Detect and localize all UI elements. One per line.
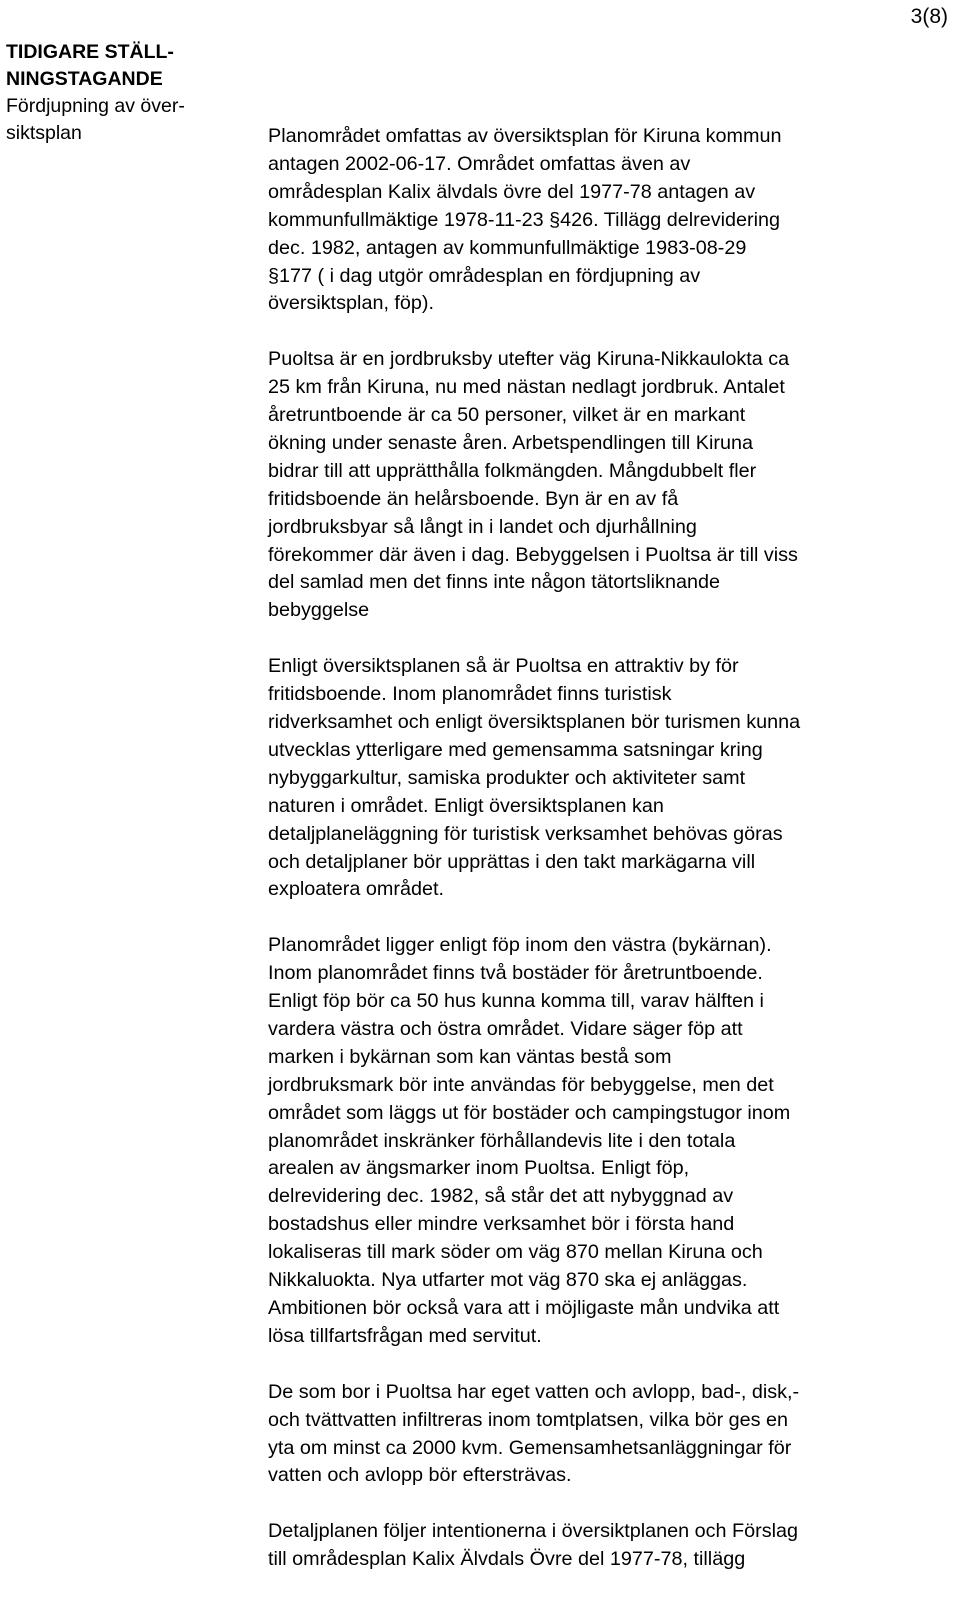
- text-line: områdesplan Kalix älvdals övre del 1977-78 antagen av: [268, 180, 756, 203]
- text-line: ridverksamhet och enligt översiktsplanen bör turismen kunna: [268, 711, 801, 733]
- text-line: 25 km från Kiruna, nu med nästan nedlagt jordbruk. Antalet: [268, 376, 785, 399]
- side-heading-title-line: TIDIGARE STÄLL-: [6, 41, 174, 63]
- text-line: antagen 2002-06-17. Området omfattas även av: [268, 152, 691, 175]
- text-line: vatten och avlopp bör eftersträvas.: [268, 1464, 572, 1487]
- paragraph-5: [268, 1379, 948, 1491]
- text-line: nybyggarkultur, samiska produkter och aktiviteter samt: [268, 766, 746, 789]
- text-line: lösa tillfartsfrågan med servitut.: [268, 1324, 542, 1347]
- text-line: till områdesplan Kalix Älvdals Övre del 1977-78, tillägg: [268, 1548, 746, 1571]
- text-line: planområdet inskränker förhållandevis lite i den totala: [268, 1129, 736, 1152]
- text-line: jordbruksbyar så långt in i landet och djurhållning: [268, 515, 697, 538]
- page-number: 3(8): [910, 5, 948, 28]
- text-line: bidrar till att upprätthålla folkmängden. Mångdubbelt fler: [268, 459, 757, 482]
- text-line: Enligt föp bör ca 50 hus kunna komma till, varav hälften i: [268, 990, 764, 1013]
- side-heading-title-line: NINGSTAGANDE: [6, 68, 163, 90]
- text-line: och tvättvatten infiltreras inom tomtplatsen, vilka bör ges en: [268, 1408, 789, 1431]
- text-line: Nikkaluokta. Nya utfarter mot väg 870 ska ej anläggas.: [268, 1269, 748, 1292]
- text-line: utvecklas ytterligare med gemensamma satsningar kring: [268, 738, 763, 761]
- text-line: Planområdet omfattas av översiktsplan för Kiruna kommun: [268, 125, 782, 147]
- text-line: Planområdet ligger enligt föp inom den västra (bykärnan).: [268, 934, 772, 957]
- text-line: detaljplaneläggning för turistisk verksamhet behövas göras: [268, 822, 783, 845]
- text-line: §177 ( i dag utgör områdesplan en fördjupning av: [268, 264, 701, 287]
- text-line: Ambitionen bör också vara att i möjligaste mån undvika att: [268, 1297, 780, 1320]
- text-line: Inom planområdet finns två bostäder för åretruntboende.: [268, 962, 763, 985]
- text-line: jordbruksmark bör inte användas för bebyggelse, men det: [268, 1073, 774, 1096]
- paragraph-1: [268, 123, 948, 318]
- text-line: Puoltsa är en jordbruksby utefter väg Kiruna-Nikkaulokta ca: [268, 348, 790, 371]
- side-heading-subtitle-line: Fördjupning av över-: [6, 95, 185, 117]
- text-line: del samlad men det finns inte någon tätortsliknande: [268, 571, 720, 594]
- paragraph-6: [268, 1518, 948, 1574]
- text-line: Detaljplanen följer intentionerna i översiktplanen och Förslag: [268, 1520, 799, 1543]
- text-line: marken i bykärnan som kan väntas bestå som: [268, 1045, 672, 1068]
- text-line: yta om minst ca 2000 kvm. Gemensamhetsanläggningar för: [268, 1436, 792, 1459]
- text-line: bostadshus eller mindre verksamhet bör i första hand: [268, 1213, 735, 1236]
- text-line: förekommer där även i dag. Bebyggelsen i Puoltsa är till viss: [268, 543, 798, 566]
- paragraph-4: [268, 932, 948, 1351]
- text-line: fritidsboende. Inom planområdet finns turistisk: [268, 683, 672, 706]
- text-line: översiktsplan, föp).: [268, 292, 435, 315]
- text-line: naturen i området. Enligt översiktsplanen kan: [268, 794, 664, 817]
- text-line: åretruntboende är ca 50 personer, vilket är en markant: [268, 404, 746, 427]
- paragraph-2: [268, 346, 948, 625]
- text-line: området som läggs ut för bostäder och campingstugor inom: [268, 1101, 791, 1124]
- text-line: exploatera området.: [268, 878, 444, 901]
- side-heading-subtitle-line: siktsplan: [6, 122, 82, 144]
- text-line: kommunfullmäktige 1978-11-23 §426. Tillägg delrevidering: [268, 208, 781, 231]
- text-line: ökning under senaste åren. Arbetspendlingen till Kiruna: [268, 431, 753, 454]
- text-line: och detaljplaner bör upprättas i den takt markägarna vill: [268, 850, 756, 873]
- text-line: Enligt översiktsplanen så är Puoltsa en attraktiv by för: [268, 655, 739, 678]
- side-heading: [6, 39, 246, 147]
- text-line: fritidsboende än helårsboende. Byn är en av få: [268, 487, 679, 510]
- text-line: bebyggelse: [268, 599, 370, 622]
- text-line: arealen av ängsmarker inom Puoltsa. Enligt föp,: [268, 1157, 690, 1180]
- text-line: dec. 1982, antagen av kommunfullmäktige 1983-08-29: [268, 236, 747, 259]
- text-line: delrevidering dec. 1982, så står det att nybyggnad av: [268, 1185, 734, 1208]
- paragraph-3: [268, 653, 948, 904]
- body-text: [268, 123, 948, 1602]
- text-line: vardera västra och östra området. Vidare säger föp att: [268, 1017, 743, 1040]
- text-line: lokaliseras till mark söder om väg 870 mellan Kiruna och: [268, 1241, 763, 1264]
- text-line: De som bor i Puoltsa har eget vatten och avlopp, bad-, disk,-: [268, 1380, 800, 1403]
